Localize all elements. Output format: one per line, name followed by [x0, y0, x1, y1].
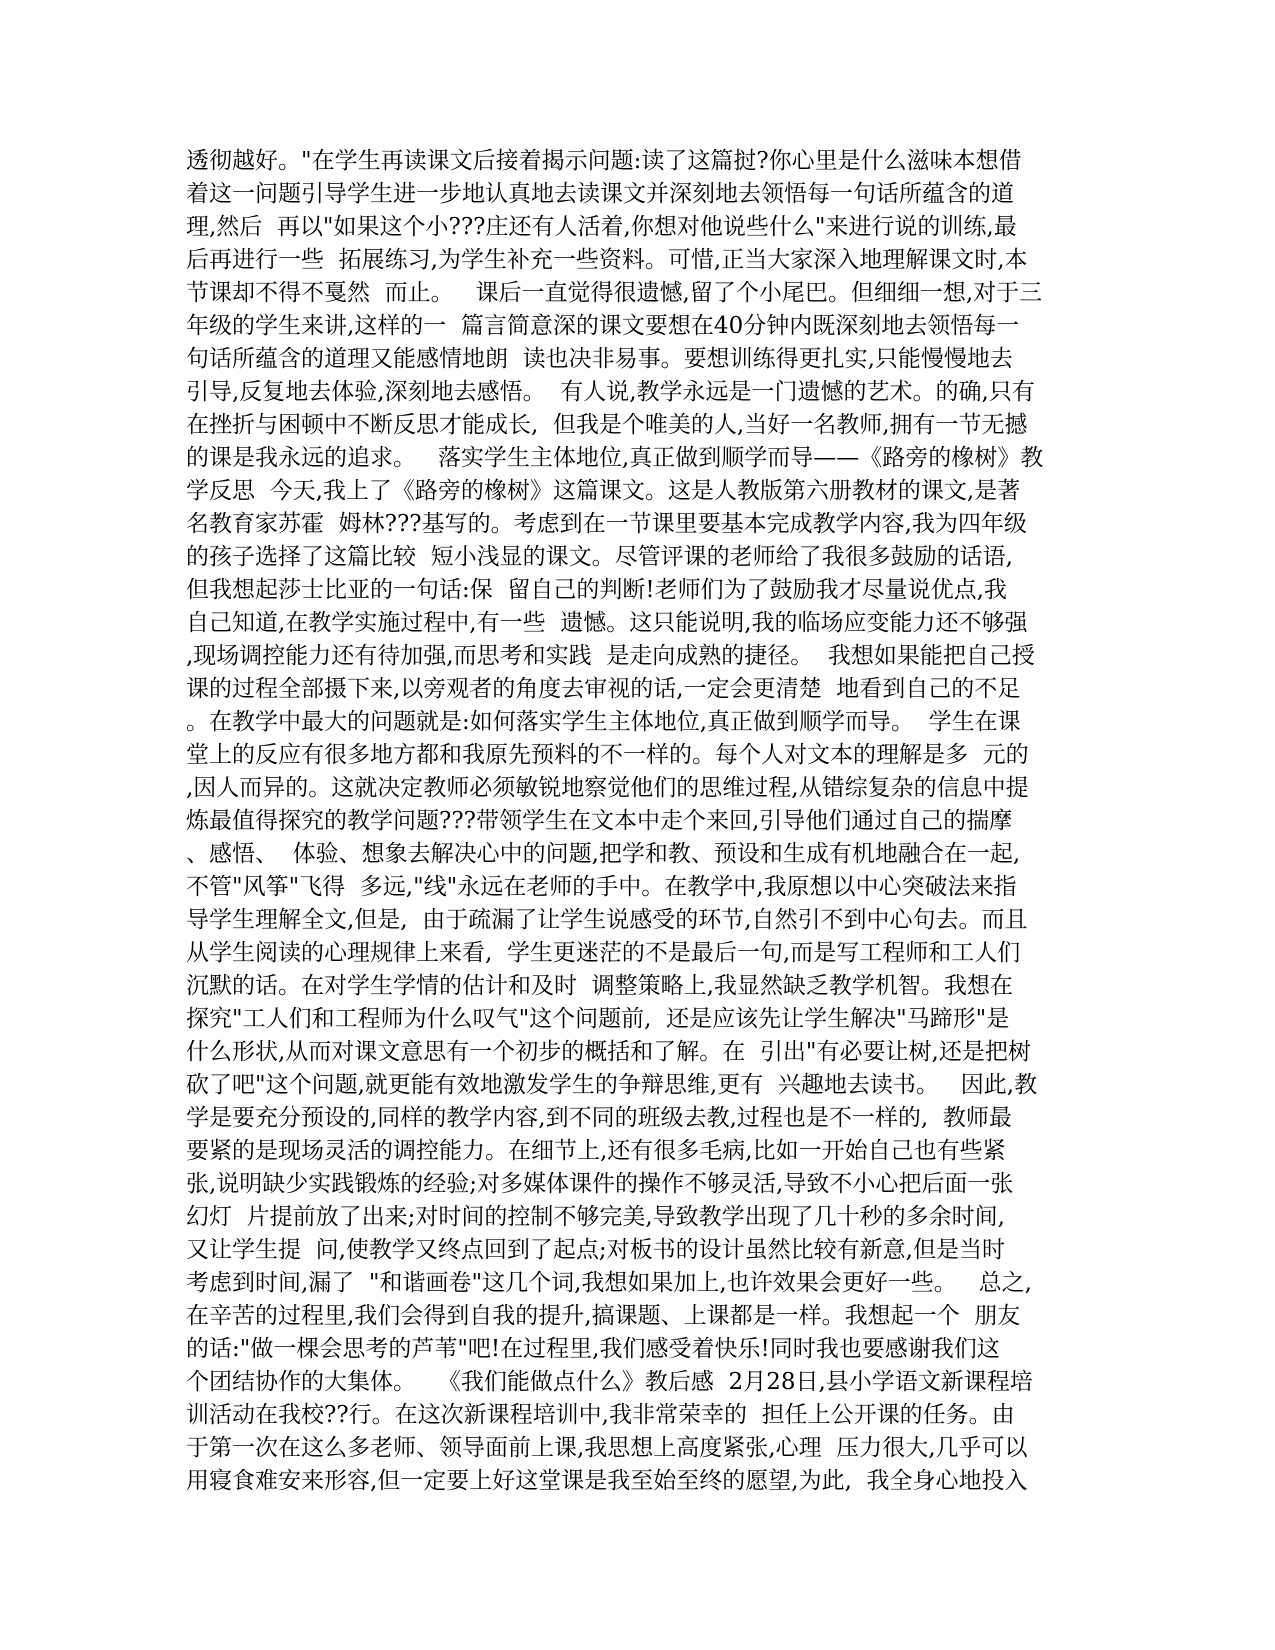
text-line: 学反思 今天,我上了《路旁的橡树》这篇课文。这是人教版第六册教材的课文,是著	[186, 478, 1021, 504]
text-line: 又让学生提 问,使教学又终点回到了起点;对板书的设计虽然比较有新意,但是当时	[186, 1237, 1005, 1263]
text-line: 导学生理解全文,但是, 由于疏漏了让学生说感受的环节,自然引不到中心句去。而且	[186, 907, 1028, 933]
text-line: 句话所蕴含的道理又能感情地朗 读也决非易事。要想训练得更扎实,只能慢慢地去	[186, 346, 1013, 372]
text-line: 不管"风筝"飞得 多远,"线"永远在老师的手中。在教学中,我原想以中心突破法来指	[186, 874, 1017, 900]
text-line: 的课是我永远的追求。 落实学生主体地位,真正做到顺学而导——《路旁的橡树》教	[186, 445, 1044, 471]
text-line: 。在教学中最大的问题就是:如何落实学生主体地位,真正做到顺学而导。 学生在课	[186, 709, 1021, 735]
text-line: 于第一次在这么多老师、领导面前上课,我思想上高度紧张,心理 压力很大,几乎可以	[186, 1435, 1028, 1461]
text-line: 的话:"做一棵会思考的芦苇"吧!在过程里,我们感受着快乐!同时我也要感谢我们这	[186, 1336, 1000, 1362]
text-line: 在挫折与困顿中不断反思才能成长, 但我是个唯美的人,当好一名教师,拥有一节无撼	[186, 412, 1028, 438]
text-line: 训活动在我校??行。在这次新课程培训中,我非常荣幸的 担任上公开课的任务。由	[186, 1402, 1015, 1428]
text-line: 考虑到时间,漏了 "和谐画卷"这几个词,我想如果加上,也许效果会更好一些。 总之,	[186, 1270, 1032, 1296]
body-text	[186, 145, 1091, 1498]
text-line: 的孩子选择了这篇比较 短小浅显的课文。尽管评课的老师给了我很多鼓励的话语,	[186, 544, 1013, 570]
text-line: 名教育家苏霍 姆林???基写的。考虑到在一节课里要基本完成教学内容,我为四年级	[186, 511, 1027, 537]
text-line: 自己知道,在教学实施过程中,有一些 遗憾。这只能说明,我的临场应变能力还不够强	[186, 610, 1028, 636]
text-line: 个团结协作的大集体。 《我们能做点什么》教后感 2月28日,县小学语文新课程培	[186, 1369, 1033, 1395]
text-line: 理,然后 再以"如果这个小???庄还有人活着,你想对他说些什么"来进行说的训练,最	[186, 214, 1017, 240]
text-line: 在辛苦的过程里,我们会得到自我的提升,搞课题、上课都是一样。我想起一个 朋友	[186, 1303, 1021, 1329]
text-line: 、感悟、 体验、想象去解决心中的问题,把学和教、预设和生成有机地融合在一起,	[186, 841, 1021, 867]
text-line: 但我想起莎士比亚的一句话:保 留自己的判断!老师们为了鼓励我才尽量说优点,我	[186, 577, 1007, 603]
text-line: 要紧的是现场灵活的调控能力。在细节上,还有很多毛病,比如一开始自己也有些紧	[186, 1138, 1006, 1164]
text-line: ,现场调控能力还有待加强,而思考和实践 是走向成熟的捷径。 我想如果能把自己授	[186, 643, 1035, 669]
text-line: 学是要充分预设的,同样的教学内容,到不同的班级去教,过程也是不一样的, 教师最	[186, 1105, 1012, 1131]
text-line: 用寝食难安来形容,但一定要上好这堂课是我至始至终的愿望,为此, 我全身心地投入	[186, 1468, 1028, 1494]
text-line: 探究"工人们和工程师为什么叹气"这个问题前, 还是应该先让学生解决"马蹄形"是	[186, 1006, 1010, 1032]
text-line: 节课却不得不戛然 而止。 课后一直觉得很遗憾,留了个小尾巴。但细细一想,对于三	[186, 280, 1043, 306]
text-line: 幻灯 片提前放了出来;对时间的控制不够完美,导致教学出现了几十秒的多余时间,	[186, 1204, 1005, 1230]
text-line: 后再进行一些 拓展练习,为学生补充一些资料。可惜,正当大家深入地理解课文时,本	[186, 247, 1028, 273]
text-line: 沉默的话。在对学生学情的估计和及时 调整策略上,我显然缺乏教学机智。我想在	[186, 973, 1013, 999]
text-line: 从学生阅读的心理规律上来看, 学生更迷茫的不是最后一句,而是写工程师和工人们	[186, 940, 1021, 966]
text-line: 着这一问题引导学生进一步地认真地去读课文并深刻地去领悟每一句话所蕴含的道	[186, 181, 1014, 207]
text-line: 堂上的反应有很多地方都和我原先预料的不一样的。每个人对文本的理解是多 元的	[186, 742, 1029, 768]
text-line: 什么形状,从而对课文意思有一个初步的概括和了解。在 引出"有必要让树,还是把树	[186, 1039, 1031, 1065]
text-line: 砍了吧"这个问题,就更能有效地激发学生的争辩思维,更有 兴趣地去读书。 因此,教	[186, 1072, 1038, 1098]
text-line: 引导,反复地去体验,深刻地去感悟。 有人说,教学永远是一门遗憾的艺术。的确,只有	[186, 379, 1035, 405]
text-line: ,因人而异的。这就决定教师必须敏锐地察觉他们的思维过程,从错综复杂的信息中提	[186, 775, 1029, 801]
text-line: 张,说明缺少实践锻炼的经验;对多媒体课件的操作不够灵活,导致不小心把后面一张	[186, 1171, 1014, 1197]
text-line: 年级的学生来讲,这样的一 篇言简意深的课文要想在40分钟内既深刻地去领悟每一	[186, 313, 1020, 339]
text-line: 炼最值得探究的教学问题???带领学生在文本中走个来回,引导他们通过自己的揣摩	[186, 808, 1013, 834]
text-line: 课的过程全部摄下来,以旁观者的角度去审视的话,一定会更清楚 地看到自己的不足	[186, 676, 1021, 702]
text-line: 透彻越好。"在学生再读课文后接着揭示问题:读了这篇挝?你心里是什么滋味本想借	[186, 148, 1022, 174]
